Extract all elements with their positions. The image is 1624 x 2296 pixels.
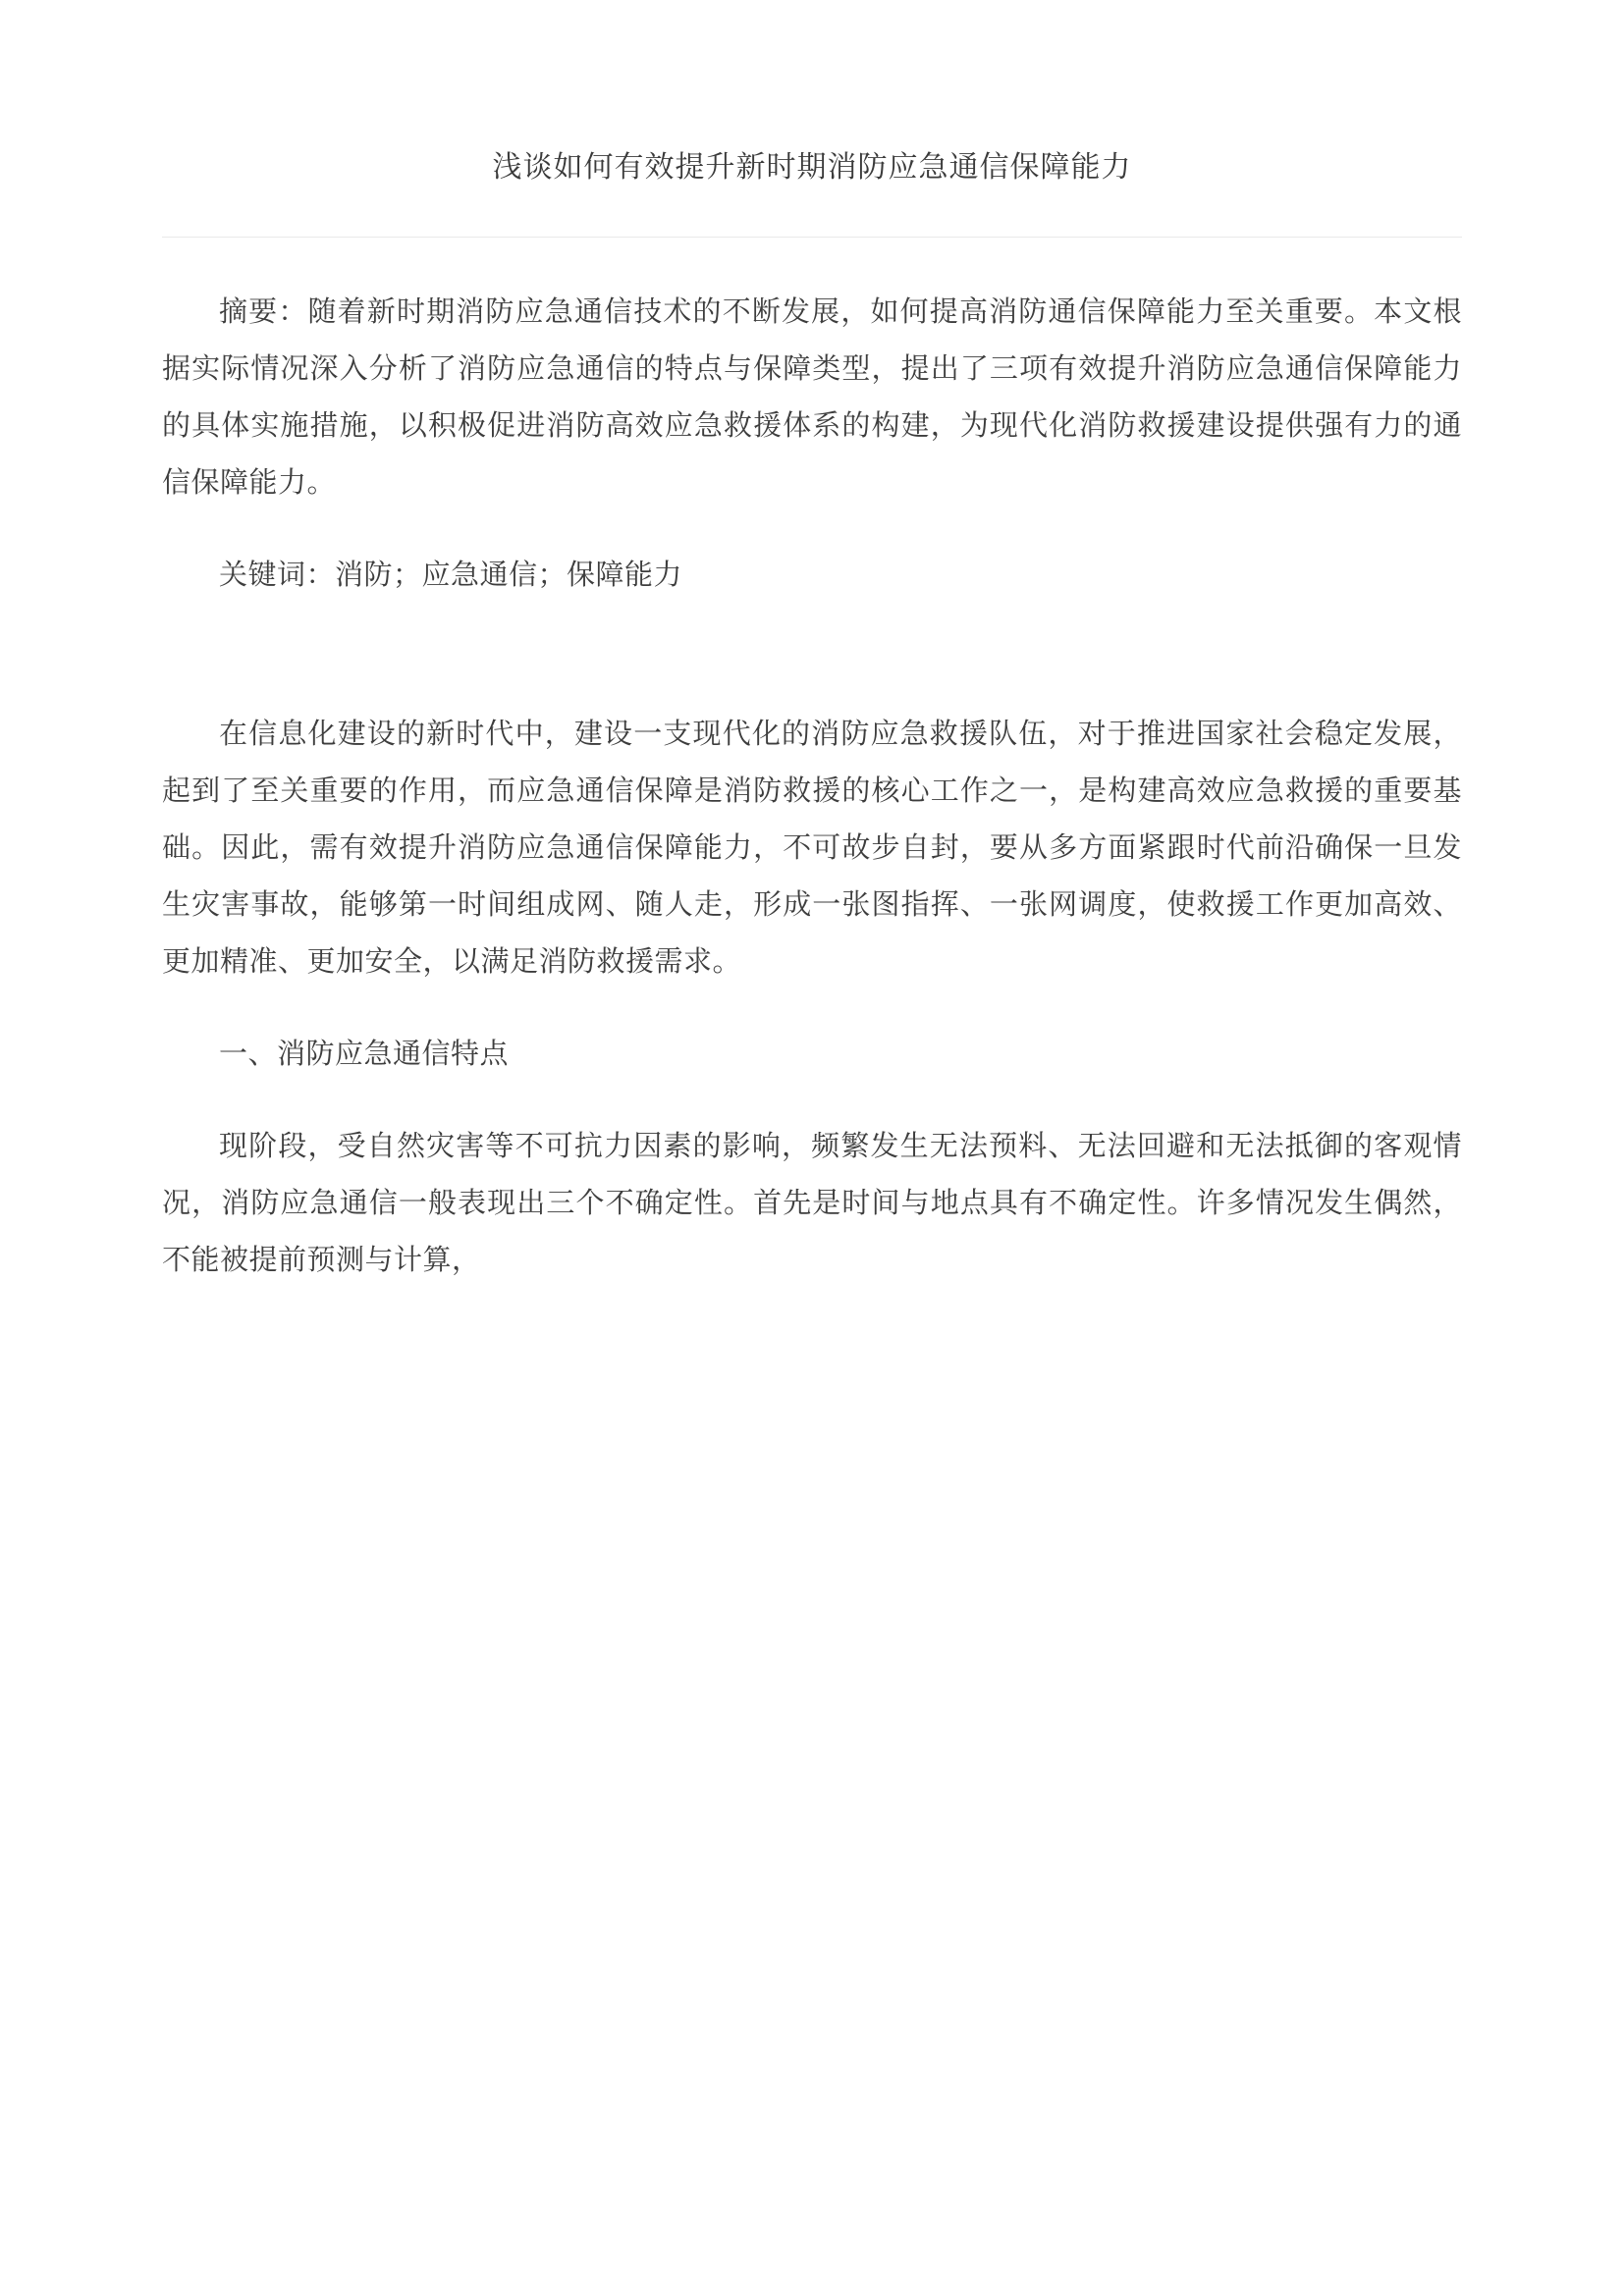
section-1-paragraph: 现阶段，受自然灾害等不可抗力因素的影响，频繁发生无法预料、无法回避和无法抵御的客观情况，消防应急通信一般表现出三个不确定性。首先是时间与地点具有不确定性。许多情况发生偶然，不能被提前预测与计算，	[162, 1129, 1462, 1276]
title-divider	[162, 237, 1462, 238]
section-1-heading: 一、消防应急通信特点	[219, 1037, 510, 1070]
document-title: 浅谈如何有效提升新时期消防应急通信保障能力	[492, 150, 1132, 185]
keywords-line: 关键词：消防；应急通信；保障能力	[219, 558, 683, 591]
abstract-paragraph: 摘要：随着新时期消防应急通信技术的不断发展，如何提高消防通信保障能力至关重要。本文根据实际情况深入分析了消防应急通信的特点与保障类型，提出了三项有效提升消防应急通信保障能力的具体实施措施，以积极促进消防高效应急救援体系的构建，为现代化消防救援建设提供强有力的通信保障能力。	[162, 294, 1462, 499]
intro-paragraph: 在信息化建设的新时代中，建设一支现代化的消防应急救援队伍，对于推进国家社会稳定发展，起到了至关重要的作用，而应急通信保障是消防救援的核心工作之一，是构建高效应急救援的重要基础。因此，需有效提升消防应急通信保障能力，不可故步自封，要从多方面紧跟时代前沿确保一旦发生灾害事故，能够第一时间组成网、随人走，形成一张图指挥、一张网调度，使救援工作更加高效、更加精准、更加安全，以满足消防救援需求。	[162, 717, 1462, 978]
